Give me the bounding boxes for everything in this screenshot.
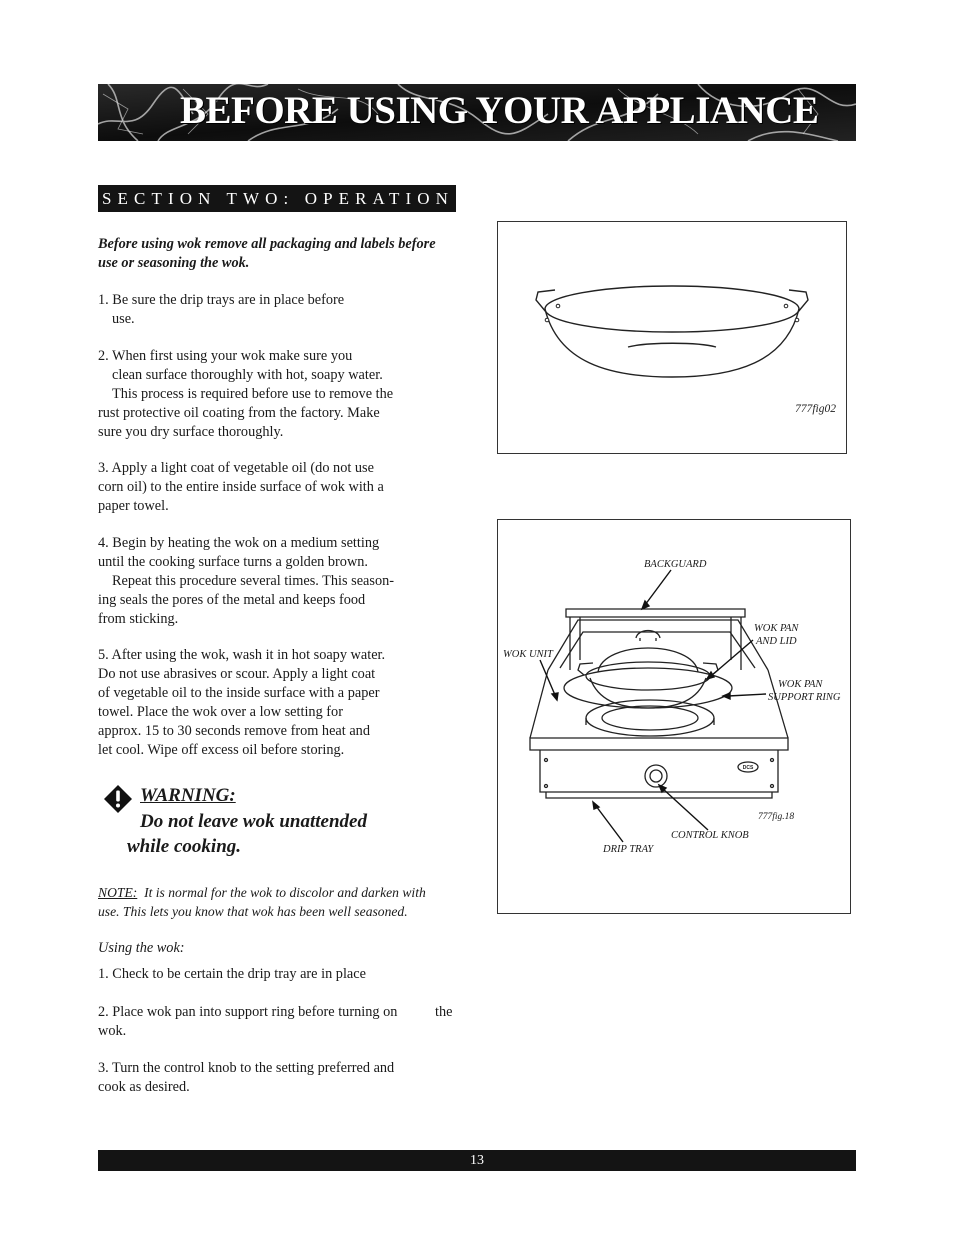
step-line: let cool. Wipe off excess oil before storing.	[98, 742, 345, 758]
label-support-ring: WOK PAN	[778, 679, 823, 690]
step-line: paper towel.	[98, 498, 169, 514]
step-line: rust protective oil coating from the factory. Make	[98, 405, 380, 421]
brand-badge: DCS	[742, 765, 754, 771]
figure-caption: 777fig.18	[758, 812, 795, 822]
label-wok-unit: WOK UNIT	[503, 649, 553, 660]
step-line: clean surface thoroughly with hot, soapy water.	[112, 367, 383, 383]
figure-wok	[497, 221, 847, 454]
note	[98, 883, 426, 921]
page-footer	[98, 1150, 856, 1171]
intro-text: Before using wok remove all packaging and labels before use or seasoning the wok.	[98, 236, 436, 271]
step-line: 2. Place wok pan into support ring before turning on	[98, 1004, 398, 1020]
page-number: 13	[470, 1153, 484, 1168]
step-2	[98, 347, 393, 442]
label-backguard: BACKGUARD	[644, 559, 707, 570]
figure-wok-unit	[497, 519, 851, 914]
step-3	[98, 459, 384, 516]
using-step-3	[98, 1059, 394, 1097]
step-line: towel. Place the wok over a low setting for	[98, 704, 343, 720]
page-banner	[98, 84, 856, 141]
warning-body	[127, 809, 367, 859]
step-line: the	[435, 1004, 453, 1020]
label-support-ring: SUPPORT RING	[768, 692, 841, 703]
step-line: This process is required before use to remove the	[112, 386, 394, 402]
using-heading: Using the wok:	[98, 940, 185, 956]
warning-line: Do not leave wok unattended	[140, 811, 367, 832]
step-line: 5. After using the wok, wash it in hot soapy water.	[98, 647, 386, 663]
warning-title: WARNING:	[140, 785, 236, 806]
note-label: NOTE:	[98, 885, 138, 900]
step-1	[98, 291, 344, 329]
step-line: approx. 15 to 30 seconds remove from heat and	[98, 723, 370, 739]
step-line: 1. Be sure the drip trays are in place before	[98, 292, 345, 308]
step-line: until the cooking surface turns a golden brown.	[98, 554, 368, 570]
wok-unit-illustration	[498, 520, 850, 913]
step-line: 3. Turn the control knob to the setting preferred and	[98, 1060, 395, 1076]
step-line: wok.	[98, 1023, 127, 1039]
step-line: from sticking.	[98, 611, 179, 627]
step-line: Repeat this procedure several times. This season-	[112, 573, 395, 589]
step-line: of vegetable oil to the inside surface with a paper	[98, 685, 380, 701]
using-step-1: 1. Check to be certain the drip tray are in place	[98, 966, 366, 982]
label-wok-pan-lid: AND LID	[756, 636, 797, 647]
note-line: It is normal for the wok to discolor and darken with	[144, 885, 426, 900]
page-title: BEFORE USING YOUR APPLIANCE	[180, 89, 819, 132]
step-line: 2. When first using your wok make sure you	[98, 348, 353, 364]
step-line: 3. Apply a light coat of vegetable oil (do not use	[98, 460, 374, 476]
step-line: use.	[112, 311, 135, 327]
step-5	[98, 646, 385, 760]
using-step-2	[98, 1003, 458, 1041]
step-4	[98, 534, 394, 629]
step-line: cook as desired.	[98, 1079, 190, 1095]
step-line: 4. Begin by heating the wok on a medium setting	[98, 535, 380, 551]
step-line: sure you dry surface thoroughly.	[98, 424, 284, 440]
step-line: corn oil) to the entire inside surface of wok with a	[98, 479, 384, 495]
wok-illustration	[498, 222, 846, 453]
label-control-knob: CONTROL KNOB	[671, 830, 749, 841]
warning-line: while cooking.	[127, 836, 242, 857]
note-line: use. This lets you know that wok has been well seasoned.	[98, 904, 408, 919]
section-heading: SECTION TWO: OPERATION	[98, 185, 456, 212]
step-line: Do not use abrasives or scour. Apply a light coat	[98, 666, 376, 682]
step-line: ing seals the pores of the metal and keeps food	[98, 592, 366, 608]
figure-caption: 777fig02	[795, 403, 836, 415]
label-drip-tray: DRIP TRAY	[603, 844, 654, 855]
label-wok-pan-lid: WOK PAN	[754, 623, 799, 634]
